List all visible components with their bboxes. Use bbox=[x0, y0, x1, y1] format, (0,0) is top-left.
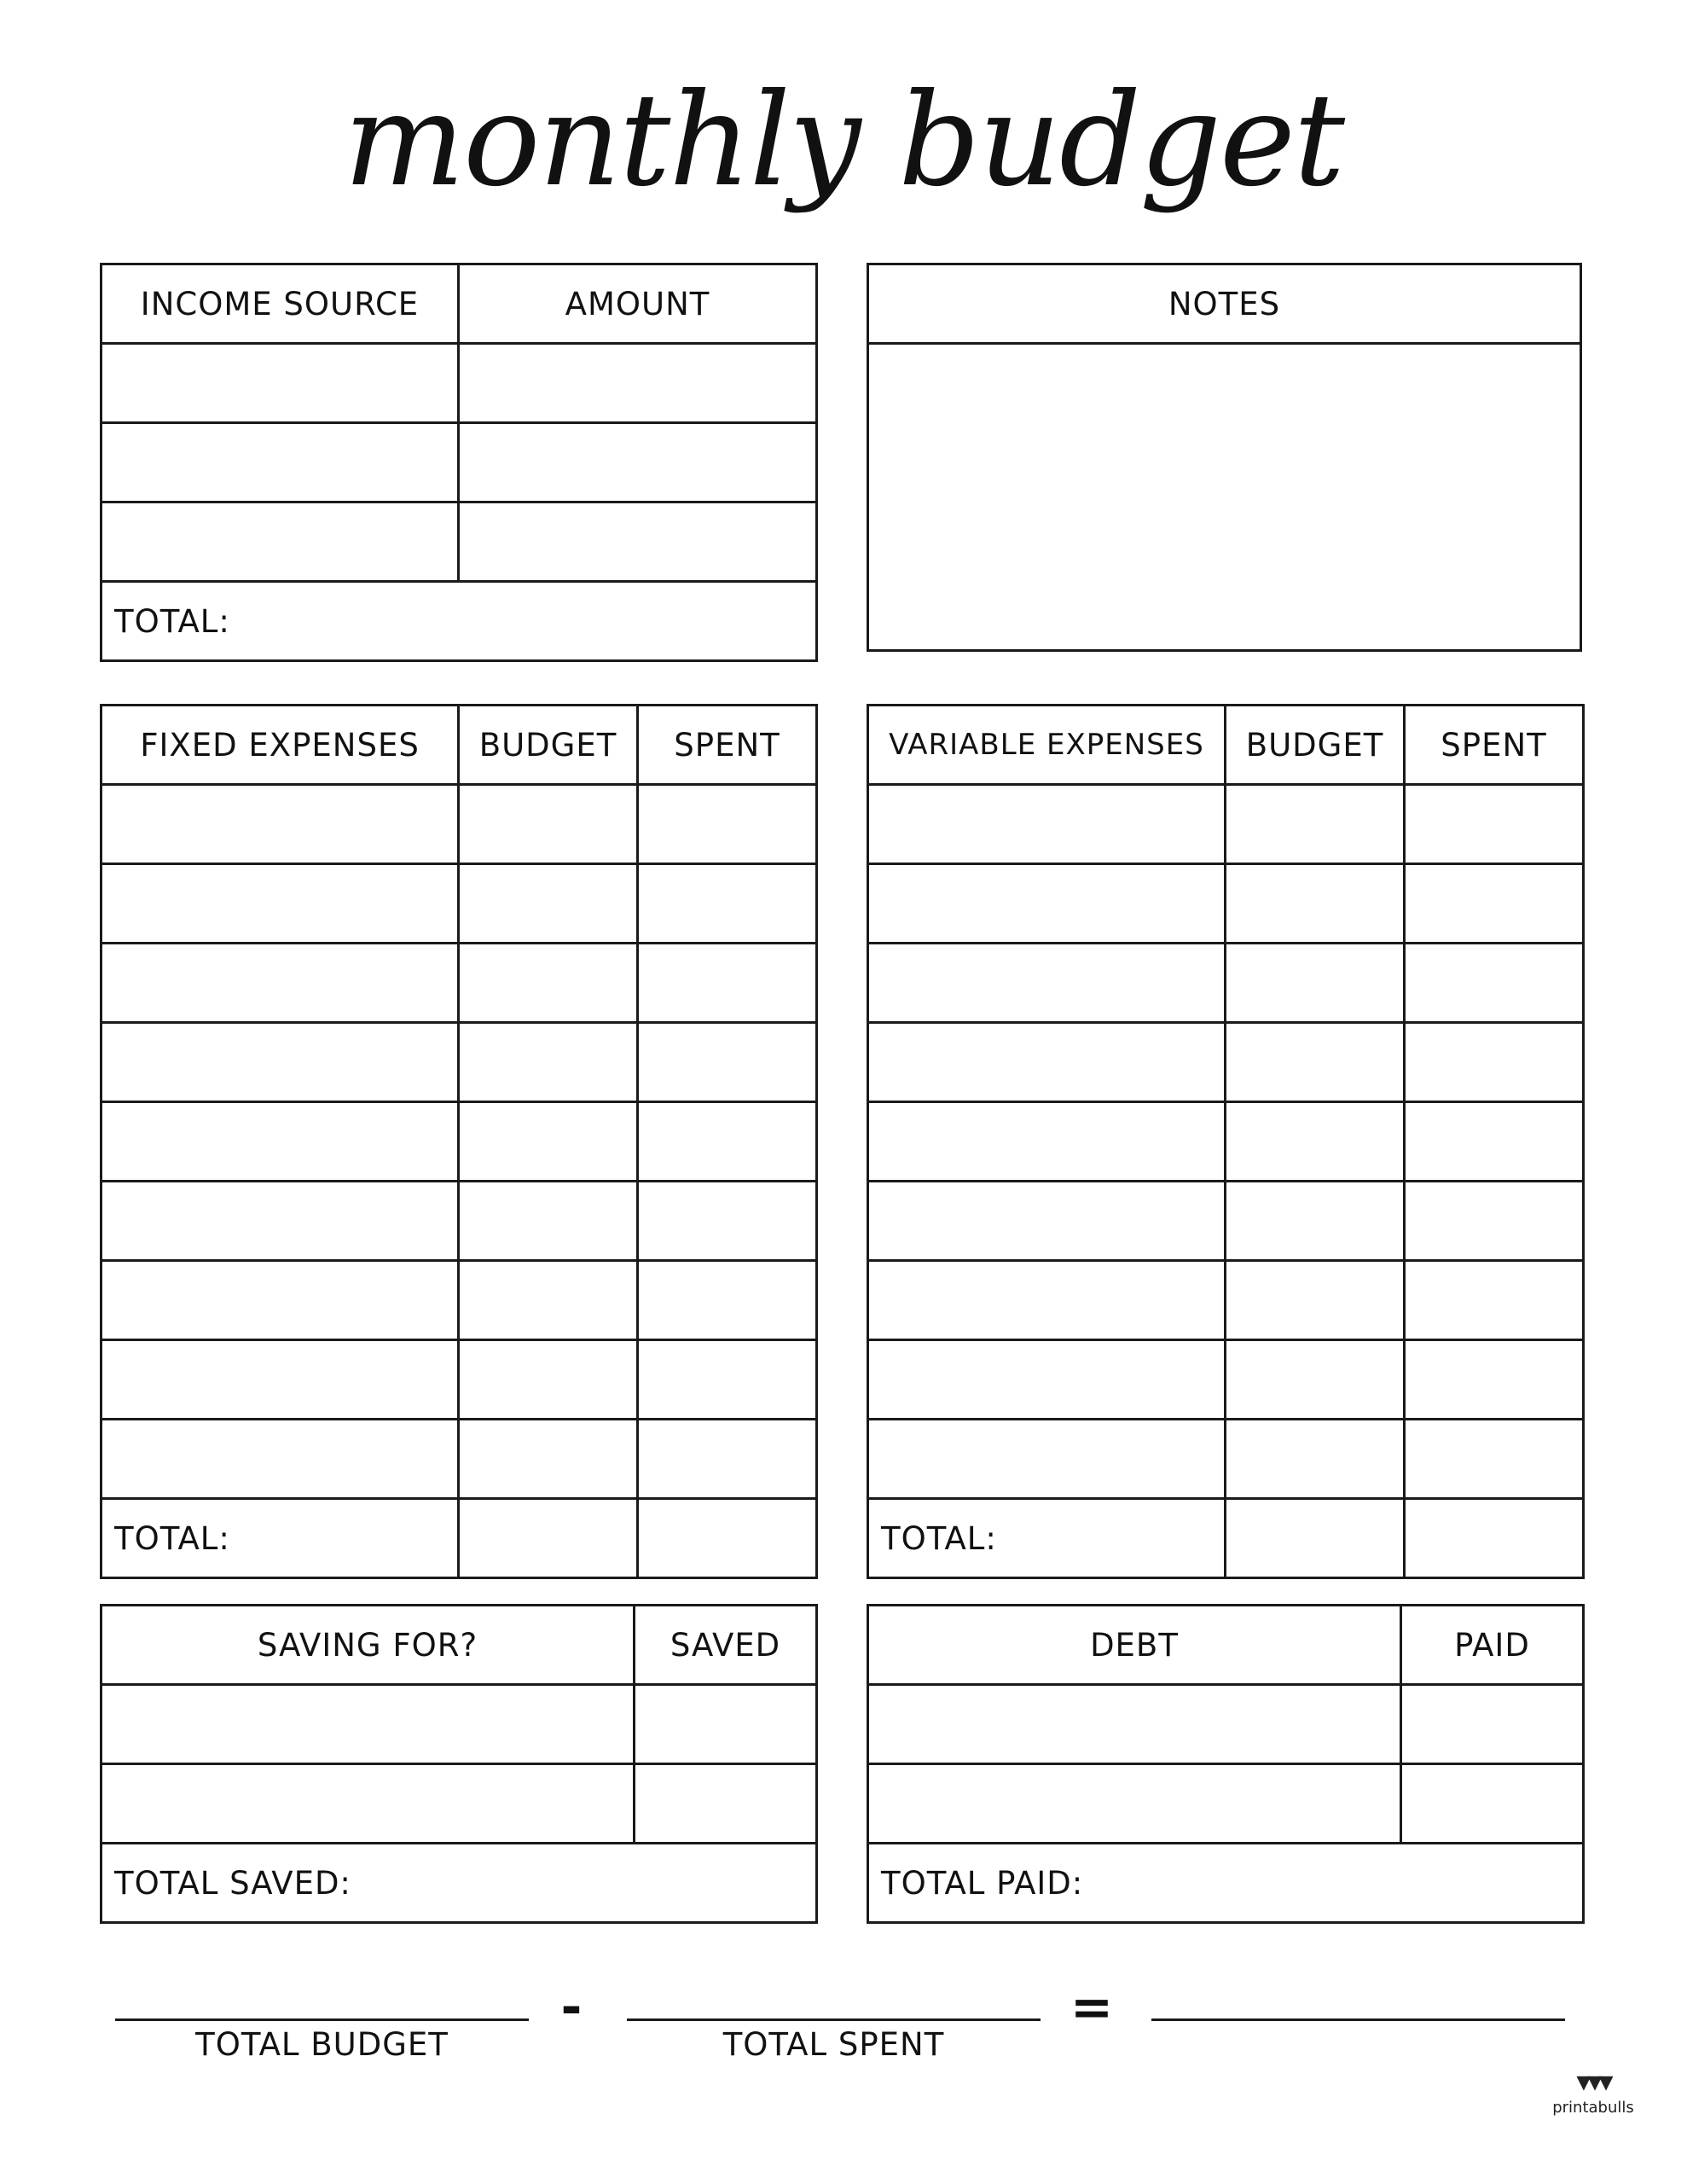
budget-cell[interactable] bbox=[459, 1340, 638, 1420]
expense-cell[interactable] bbox=[101, 1340, 459, 1420]
budget-cell[interactable] bbox=[1226, 1340, 1405, 1420]
saving-goal-cell[interactable] bbox=[101, 1685, 635, 1764]
spent-cell[interactable] bbox=[1405, 785, 1584, 864]
income-source-cell[interactable] bbox=[101, 423, 459, 502]
table-row bbox=[868, 944, 1584, 1023]
equals-sign: = bbox=[1070, 1978, 1114, 2037]
income-row bbox=[101, 344, 817, 423]
budget-cell[interactable] bbox=[459, 1102, 638, 1182]
amount-header: AMOUNT bbox=[459, 264, 817, 344]
table-row bbox=[101, 864, 817, 944]
table-row bbox=[101, 1340, 817, 1420]
paid-cell[interactable] bbox=[1401, 1764, 1584, 1844]
budget-cell[interactable] bbox=[1226, 785, 1405, 864]
table-row bbox=[868, 864, 1584, 944]
budget-cell[interactable] bbox=[459, 944, 638, 1023]
table-row bbox=[868, 1261, 1584, 1340]
spent-cell[interactable] bbox=[638, 1102, 817, 1182]
spent-cell[interactable] bbox=[1405, 1420, 1584, 1499]
minus-sign: - bbox=[560, 1978, 583, 2037]
total-spent-line[interactable] bbox=[627, 2018, 1041, 2021]
fixed-expenses-header: FIXED EXPENSES bbox=[101, 706, 459, 785]
spent-cell[interactable] bbox=[638, 1340, 817, 1420]
budget-cell[interactable] bbox=[1226, 864, 1405, 944]
expense-cell[interactable] bbox=[101, 1261, 459, 1340]
expense-cell[interactable] bbox=[101, 1023, 459, 1102]
table-row bbox=[101, 1685, 817, 1764]
debt-cell[interactable] bbox=[868, 1685, 1401, 1764]
total-budget-label: TOTAL BUDGET bbox=[195, 2026, 449, 2063]
saved-header: SAVED bbox=[635, 1606, 817, 1685]
budget-cell[interactable] bbox=[459, 1420, 638, 1499]
variable-budget-header: BUDGET bbox=[1226, 706, 1405, 785]
spent-cell[interactable] bbox=[1405, 944, 1584, 1023]
fixed-total-spent-cell[interactable] bbox=[638, 1499, 817, 1578]
spent-cell[interactable] bbox=[1405, 1261, 1584, 1340]
budget-cell[interactable] bbox=[1226, 1420, 1405, 1499]
budget-cell[interactable] bbox=[1226, 1023, 1405, 1102]
table-row bbox=[101, 1764, 817, 1844]
paid-cell[interactable] bbox=[1401, 1685, 1584, 1764]
page-title: monthly budget bbox=[343, 67, 1344, 215]
table-row bbox=[101, 1023, 817, 1102]
table-row bbox=[101, 1102, 817, 1182]
variable-total-label: TOTAL: bbox=[868, 1499, 1226, 1578]
variable-total-spent-cell[interactable] bbox=[1405, 1499, 1584, 1578]
budget-cell[interactable] bbox=[459, 1182, 638, 1261]
expense-cell[interactable] bbox=[101, 864, 459, 944]
spent-cell[interactable] bbox=[638, 864, 817, 944]
budget-cell[interactable] bbox=[1226, 1261, 1405, 1340]
variable-expenses-header: VARIABLE EXPENSES bbox=[868, 706, 1226, 785]
spent-cell[interactable] bbox=[638, 1023, 817, 1102]
saving-for-header: SAVING FOR? bbox=[101, 1606, 635, 1685]
table-row bbox=[868, 1023, 1584, 1102]
brand-text: printabulls bbox=[1552, 2099, 1634, 2117]
total-saved-label: TOTAL SAVED: bbox=[101, 1844, 817, 1923]
spent-cell[interactable] bbox=[638, 1182, 817, 1261]
table-row bbox=[868, 1340, 1584, 1420]
total-paid-label: TOTAL PAID: bbox=[868, 1844, 1584, 1923]
fixed-budget-header: BUDGET bbox=[459, 706, 638, 785]
expense-cell[interactable] bbox=[101, 1182, 459, 1261]
budget-cell[interactable] bbox=[459, 864, 638, 944]
spent-cell[interactable] bbox=[1405, 1023, 1584, 1102]
bulldog-icon: ▾▾▾ bbox=[1576, 2065, 1610, 2099]
expense-cell[interactable] bbox=[868, 864, 1226, 944]
spent-cell[interactable] bbox=[1405, 1102, 1584, 1182]
expense-cell[interactable] bbox=[101, 1102, 459, 1182]
budget-cell[interactable] bbox=[459, 1261, 638, 1340]
saved-cell[interactable] bbox=[635, 1685, 817, 1764]
variable-total-budget-cell[interactable] bbox=[1226, 1499, 1405, 1578]
budget-cell[interactable] bbox=[1226, 1182, 1405, 1261]
spent-cell[interactable] bbox=[638, 1261, 817, 1340]
saving-table bbox=[100, 1604, 818, 1924]
expense-cell[interactable] bbox=[868, 1102, 1226, 1182]
debt-cell[interactable] bbox=[868, 1764, 1401, 1844]
notes-area[interactable] bbox=[868, 344, 1581, 651]
table-row bbox=[868, 1102, 1584, 1182]
expense-cell[interactable] bbox=[101, 944, 459, 1023]
table-row bbox=[101, 944, 817, 1023]
spent-cell[interactable] bbox=[638, 1420, 817, 1499]
income-row bbox=[101, 502, 817, 582]
table-row bbox=[101, 1261, 817, 1340]
expense-cell[interactable] bbox=[868, 1340, 1226, 1420]
amount-cell[interactable] bbox=[459, 344, 817, 423]
expense-cell[interactable] bbox=[868, 1261, 1226, 1340]
table-row bbox=[101, 1182, 817, 1261]
expense-cell[interactable] bbox=[868, 1023, 1226, 1102]
income-source-cell[interactable] bbox=[101, 502, 459, 582]
spent-cell[interactable] bbox=[638, 944, 817, 1023]
amount-cell[interactable] bbox=[459, 423, 817, 502]
fixed-total-budget-cell[interactable] bbox=[459, 1499, 638, 1578]
budget-cell[interactable] bbox=[1226, 944, 1405, 1023]
expense-cell[interactable] bbox=[101, 1420, 459, 1499]
expense-cell[interactable] bbox=[868, 785, 1226, 864]
fixed-total-label: TOTAL: bbox=[101, 1499, 459, 1578]
notes-box bbox=[867, 263, 1582, 652]
table-row bbox=[868, 1420, 1584, 1499]
fixed-spent-header: SPENT bbox=[638, 706, 817, 785]
income-total-label: TOTAL: bbox=[101, 582, 817, 661]
difference-line[interactable] bbox=[1151, 2018, 1565, 2021]
income-table bbox=[100, 263, 818, 662]
budget-cell[interactable] bbox=[1226, 1102, 1405, 1182]
paid-header: PAID bbox=[1401, 1606, 1584, 1685]
notes-header: NOTES bbox=[868, 264, 1581, 344]
table-row bbox=[868, 1182, 1584, 1261]
variable-expenses-table bbox=[867, 704, 1585, 1579]
expense-cell[interactable] bbox=[868, 944, 1226, 1023]
table-row bbox=[868, 1685, 1584, 1764]
table-row bbox=[868, 785, 1584, 864]
budget-cell[interactable] bbox=[459, 1023, 638, 1102]
table-row bbox=[101, 1420, 817, 1499]
total-spent-label: TOTAL SPENT bbox=[722, 2026, 945, 2063]
table-row bbox=[101, 785, 817, 864]
income-row bbox=[101, 423, 817, 502]
amount-cell[interactable] bbox=[459, 502, 817, 582]
variable-spent-header: SPENT bbox=[1405, 706, 1584, 785]
fixed-expenses-table bbox=[100, 704, 818, 1579]
spent-cell[interactable] bbox=[1405, 1340, 1584, 1420]
debt-header: DEBT bbox=[868, 1606, 1401, 1685]
income-source-cell[interactable] bbox=[101, 344, 459, 423]
total-budget-line[interactable] bbox=[115, 2018, 529, 2021]
spent-cell[interactable] bbox=[638, 785, 817, 864]
expense-cell[interactable] bbox=[101, 785, 459, 864]
budget-cell[interactable] bbox=[459, 785, 638, 864]
saving-goal-cell[interactable] bbox=[101, 1764, 635, 1844]
table-row bbox=[868, 1764, 1584, 1844]
income-source-header: INCOME SOURCE bbox=[101, 264, 459, 344]
debt-table bbox=[867, 1604, 1585, 1924]
spent-cell[interactable] bbox=[1405, 1182, 1584, 1261]
saved-cell[interactable] bbox=[635, 1764, 817, 1844]
expense-cell[interactable] bbox=[868, 1420, 1226, 1499]
brand-logo bbox=[1551, 2065, 1636, 2133]
expense-cell[interactable] bbox=[868, 1182, 1226, 1261]
spent-cell[interactable] bbox=[1405, 864, 1584, 944]
